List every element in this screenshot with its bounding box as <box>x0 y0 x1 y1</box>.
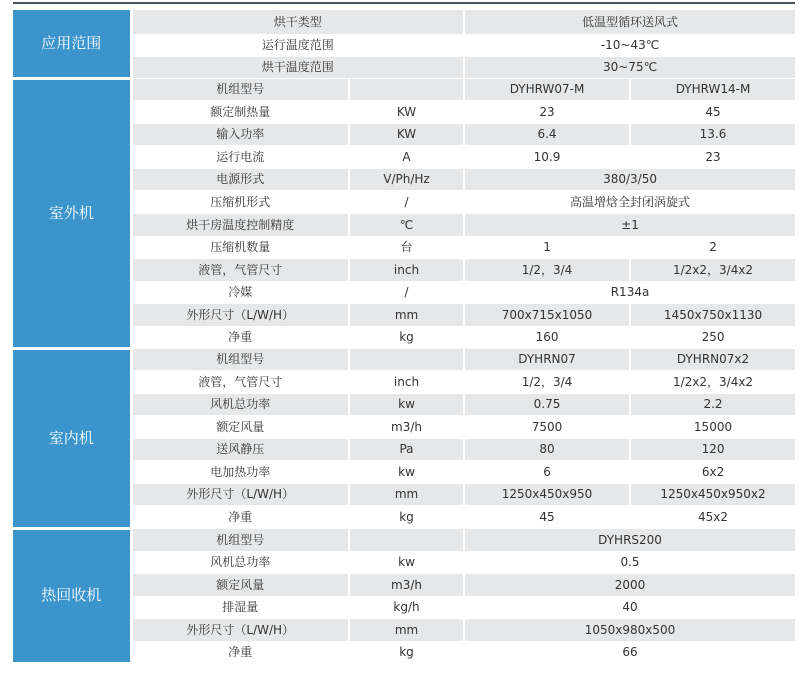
param-unit: V/Ph/Hz <box>349 168 464 190</box>
param-unit <box>349 78 464 100</box>
value-col-2: 1450x750x1130 <box>630 303 795 326</box>
table-row <box>13 415 795 438</box>
param-name: 输入功率 <box>131 123 349 145</box>
table-row <box>13 236 795 258</box>
value-col-1: 0.75 <box>464 393 630 415</box>
value-col-1: 700x715x1050 <box>464 303 630 326</box>
table-row <box>13 370 795 393</box>
table-row <box>13 326 795 348</box>
param-unit <box>349 348 464 370</box>
param-name: 烘干温度范围 <box>131 56 464 78</box>
param-name: 液管，气管尺寸 <box>131 370 349 393</box>
param-unit: mm <box>349 303 464 326</box>
param-value: DYHRS200 <box>464 528 795 551</box>
param-value: 2000 <box>464 573 795 596</box>
param-unit: kw <box>349 393 464 415</box>
param-unit: kg/h <box>349 596 464 618</box>
param-unit: kw <box>349 551 464 573</box>
param-value: 1050x980x500 <box>464 618 795 641</box>
param-name: 排湿量 <box>131 596 349 618</box>
table-row <box>13 34 795 56</box>
value-col-1: 6.4 <box>464 123 630 145</box>
param-value: 30~75℃ <box>464 56 795 78</box>
param-unit: kg <box>349 641 464 663</box>
table-row <box>13 258 795 281</box>
param-name: 额定风量 <box>131 573 349 596</box>
value-col-1: 1/2，3/4 <box>464 370 630 393</box>
section-title: 应用范围 <box>13 10 131 78</box>
param-value: 66 <box>464 641 795 663</box>
value-col-1: 7500 <box>464 415 630 438</box>
value-col-1: DYHRW07-M <box>464 78 630 100</box>
param-unit: m3/h <box>349 415 464 438</box>
value-col-2: 23 <box>630 145 795 168</box>
param-unit: kw <box>349 460 464 483</box>
value-col-1: DYHRN07 <box>464 348 630 370</box>
value-col-1: 1/2，3/4 <box>464 258 630 281</box>
spec-table-body <box>13 10 795 663</box>
param-name: 机组型号 <box>131 78 349 100</box>
param-unit: KW <box>349 123 464 145</box>
value-col-1: 80 <box>464 438 630 460</box>
top-rule <box>13 2 795 4</box>
param-name: 净重 <box>131 326 349 348</box>
param-unit: mm <box>349 483 464 505</box>
param-unit: A <box>349 145 464 168</box>
param-unit: inch <box>349 370 464 393</box>
table-row <box>13 438 795 460</box>
table-row <box>13 618 795 641</box>
table-row <box>13 10 795 34</box>
table-row <box>13 505 795 528</box>
param-value: 低温型循环送风式 <box>464 10 795 34</box>
table-row <box>13 78 795 100</box>
param-name: 净重 <box>131 505 349 528</box>
param-value: 40 <box>464 596 795 618</box>
table-row <box>13 483 795 505</box>
value-col-2: DYHRW14-M <box>630 78 795 100</box>
table-row <box>13 168 795 190</box>
param-name: 外形尺寸（L/W/H） <box>131 483 349 505</box>
value-col-2: 120 <box>630 438 795 460</box>
table-row <box>13 190 795 213</box>
param-name: 外形尺寸（L/W/H） <box>131 303 349 326</box>
param-name: 液管，气管尺寸 <box>131 258 349 281</box>
param-unit <box>349 528 464 551</box>
table-row <box>13 303 795 326</box>
param-value: ±1 <box>464 213 795 236</box>
param-unit: / <box>349 281 464 303</box>
value-col-1: 1250x450x950 <box>464 483 630 505</box>
value-col-2: 250 <box>630 326 795 348</box>
value-col-1: 6 <box>464 460 630 483</box>
value-col-1: 23 <box>464 100 630 123</box>
value-col-1: 45 <box>464 505 630 528</box>
value-col-2: 2 <box>630 236 795 258</box>
section-title: 热回收机 <box>13 528 131 663</box>
param-name: 风机总功率 <box>131 551 349 573</box>
value-col-2: 1250x450x950x2 <box>630 483 795 505</box>
table-row <box>13 641 795 663</box>
param-name: 风机总功率 <box>131 393 349 415</box>
param-unit: Pa <box>349 438 464 460</box>
table-row <box>13 281 795 303</box>
param-unit: m3/h <box>349 573 464 596</box>
table-row <box>13 56 795 78</box>
table-row <box>13 213 795 236</box>
param-name: 外形尺寸（L/W/H） <box>131 618 349 641</box>
section-title: 室内机 <box>13 348 131 528</box>
param-unit: kg <box>349 505 464 528</box>
value-col-1: 1 <box>464 236 630 258</box>
param-name: 烘干房温度控制精度 <box>131 213 349 236</box>
value-col-2: DYHRN07x2 <box>630 348 795 370</box>
value-col-2: 1/2x2，3/4x2 <box>630 370 795 393</box>
table-row <box>13 145 795 168</box>
value-col-2: 2.2 <box>630 393 795 415</box>
param-value: -10~43℃ <box>464 34 795 56</box>
table-row <box>13 460 795 483</box>
section-title: 室外机 <box>13 78 131 348</box>
param-value: 高温增焓全封闭涡旋式 <box>464 190 795 213</box>
value-col-2: 6x2 <box>630 460 795 483</box>
param-unit: ℃ <box>349 213 464 236</box>
param-name: 额定制热量 <box>131 100 349 123</box>
table-row <box>13 596 795 618</box>
param-name: 烘干类型 <box>131 10 464 34</box>
param-value: R134a <box>464 281 795 303</box>
table-row <box>13 348 795 370</box>
param-value: 380/3/50 <box>464 168 795 190</box>
table-row <box>13 551 795 573</box>
param-name: 机组型号 <box>131 348 349 370</box>
table-row <box>13 100 795 123</box>
param-unit: KW <box>349 100 464 123</box>
param-name: 电源形式 <box>131 168 349 190</box>
param-name: 压缩机数量 <box>131 236 349 258</box>
param-unit: kg <box>349 326 464 348</box>
value-col-2: 1/2x2，3/4x2 <box>630 258 795 281</box>
param-name: 运行温度范围 <box>131 34 464 56</box>
value-col-1: 160 <box>464 326 630 348</box>
param-name: 压缩机形式 <box>131 190 349 213</box>
table-row <box>13 573 795 596</box>
param-unit: inch <box>349 258 464 281</box>
param-name: 净重 <box>131 641 349 663</box>
param-unit: 台 <box>349 236 464 258</box>
param-name: 电加热功率 <box>131 460 349 483</box>
value-col-2: 13.6 <box>630 123 795 145</box>
table-row <box>13 393 795 415</box>
table-row <box>13 528 795 551</box>
value-col-2: 15000 <box>630 415 795 438</box>
param-value: 0.5 <box>464 551 795 573</box>
param-name: 运行电流 <box>131 145 349 168</box>
param-name: 额定风量 <box>131 415 349 438</box>
spec-table <box>13 10 795 665</box>
param-name: 冷媒 <box>131 281 349 303</box>
param-name: 机组型号 <box>131 528 349 551</box>
value-col-1: 10.9 <box>464 145 630 168</box>
param-unit: / <box>349 190 464 213</box>
param-name: 送风静压 <box>131 438 349 460</box>
table-row <box>13 123 795 145</box>
value-col-2: 45x2 <box>630 505 795 528</box>
param-unit: mm <box>349 618 464 641</box>
value-col-2: 45 <box>630 100 795 123</box>
